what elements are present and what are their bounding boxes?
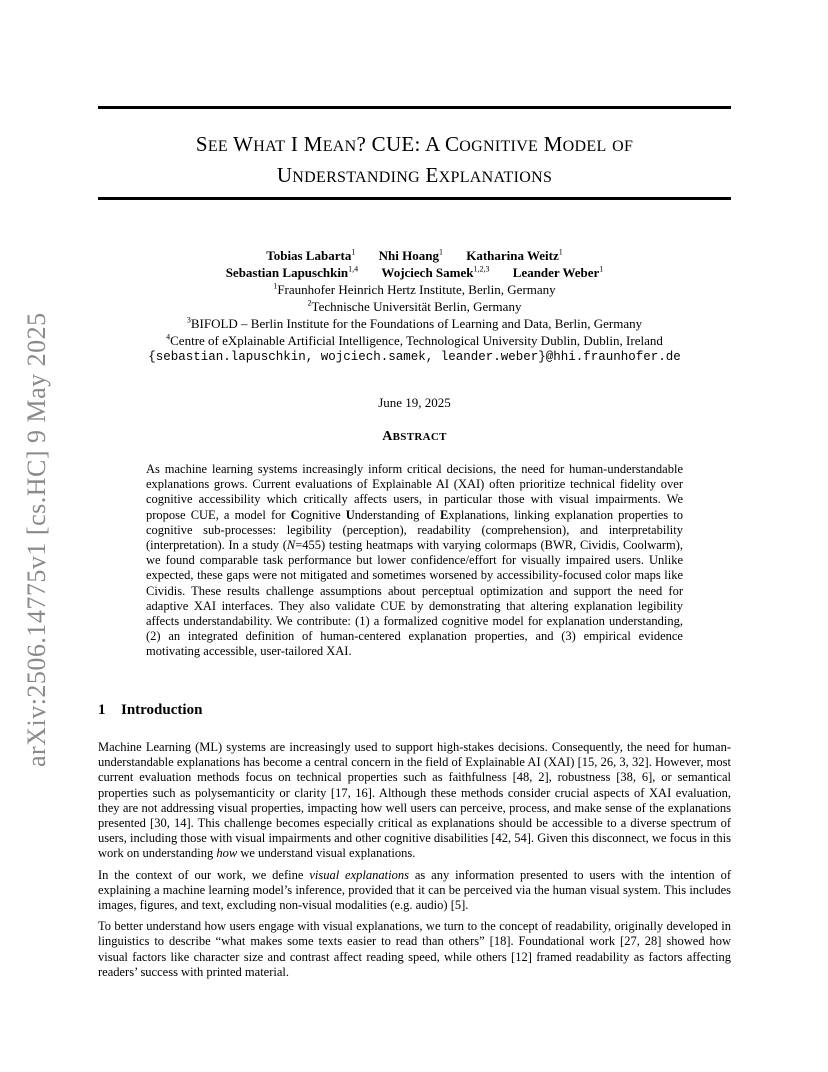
paper-title [98,130,731,192]
title-word: SEE [195,132,228,156]
affiliation: $^3$BIFOLD – Berlin Institute for the Foundations of Learning and Data, Berlin, Germany [186,315,643,331]
author-name: Katharina Weitz [466,248,559,263]
author-name: Nhi Hoang [378,248,439,263]
title-bottom-rule [98,197,731,200]
author-name: Leander Weber [512,265,600,280]
author-block [98,247,731,366]
paragraph: In the context of our work, we define visual explanations as any information presented to users with the intention of explaining a machine learning model’s inference, provided that it can be perceived via the human visual system. This includes images, figures, and text, excluding non-visual modalities (e.g. audio) [5]. [98,867,731,913]
affiliation: $^2$Technische Universität Berlin, Germany [307,298,522,314]
author-name: Sebastian Lapuschkin [225,265,349,280]
author-row-1: Tobias Labarta$^1$ Nhi Hoang$^1$ Katharina Weitz$^1$ [266,247,563,263]
title-word: WHAT [233,132,286,156]
affiliation: $^4$Centre of eXplainable Artificial Intelligence, Technological University Dublin, Dublin, Ireland [166,332,663,348]
title-word: A [425,132,440,156]
title-word: EXPLANATIONS [425,163,553,187]
author-name: Wojciech Samek [381,265,474,280]
paragraph: Machine Learning (ML) systems are increasingly used to support high-stakes decisions. Consequently, the need for human-understandable explanations has become a central concern in the field of Explainable AI (XAI) [15, 26, 3, 32]. However, most current evaluation methods focus on technical properties such as faithfulness [48, 2], robustness [38, 6], or semantical properties such as polysemanticity or clarity [17, 16]. Although these methods consider crucial aspects of XAI evaluation, they are not addressing visual properties, impacting how well users can perceive, process, and make sense of the explanations presented [30, 14]. This challenge becomes especially critical as explanations should be accessible to a diverse spectrum of users, including those with visual impairments and other cognitive disabilities [42, 54]. Given this disconnect, we focus in this work on understanding how we understand visual explanations. [98,740,731,861]
arxiv-stamp[interactable]: arXiv:2506.14775v1 [cs.HC] 9 May 2025 [22,312,51,768]
author-row-2: Sebastian Lapuschkin$^{1,4}$ Wojciech Samek$^{1,2,3}$ Leander Weber$^1$ [225,264,604,280]
section-heading: 1 Introduction [98,702,203,718]
title-word: MODEL [543,132,607,156]
author-emails[interactable]: {sebastian.lapuschkin, wojciech.samek, leander.weber}@hhi.fraunhofer.de [148,350,681,364]
abstract-text: As machine learning systems increasingly inform critical decisions, the need for human-understandable explanations grows. Current evaluations of Explainable AI (XAI) often prioritize technical fidelity over cognitive accessibility which critically affects users, in particular those with visual impairments. We propose CUE, a model for Cognitive Understanding of Explanations, linking explanation properties to cognitive sub-processes: legibility (perception), readability (comprehension), and interpretability (interpretation). In a study (N=455) testing heatmaps with varying colormaps (BWR, Cividis, Coolwarm), we found comparable task performance but lower confidence/effort for visually impaired users. Unlike expected, these gaps were not mitigated and sometimes worsened by accessibility-focused color maps like Cividis. These results challenge assumptions about perceptual optimization and support the need for adaptive XAI interfaces. They also validate CUE by demonstrating that altering explanation legibility affects understandability. We contribute: (1) a formalized cognitive model for explanation understanding, (2) an integrated definition of human-centered explanation properties, and (3) empirical evidence motivating accessible, user-tailored XAI. [146,462,684,659]
title-word: MEAN? CUE: [303,132,421,156]
title-line-2 [98,161,731,192]
title-line-1 [98,130,731,161]
paper-date: June 19, 2025 [378,395,451,410]
title-word: OF [612,138,634,155]
title-word: COGNITIVE [444,132,539,156]
paragraph: To better understand how users engage with visual explanations, we turn to the concept of readability, originally developed in linguistics to describe “what makes some texts easier to read than others” [18]. Foundational work [27, 28] showed how visual factors like character size and contrast affect reading speed, while others [12] framed readability as factors affecting readers’ success with printed material. [98,919,731,979]
section-body [98,740,731,986]
title-word: UNDERSTANDING [276,163,420,187]
title-word: I [290,132,299,156]
abstract-heading: ABSTRACT [382,429,447,444]
author-name: Tobias Labarta [266,248,352,263]
title-top-rule [98,106,731,109]
affiliation: $^1$Fraunhofer Heinrich Hertz Institute, Berlin, Germany [273,281,556,297]
